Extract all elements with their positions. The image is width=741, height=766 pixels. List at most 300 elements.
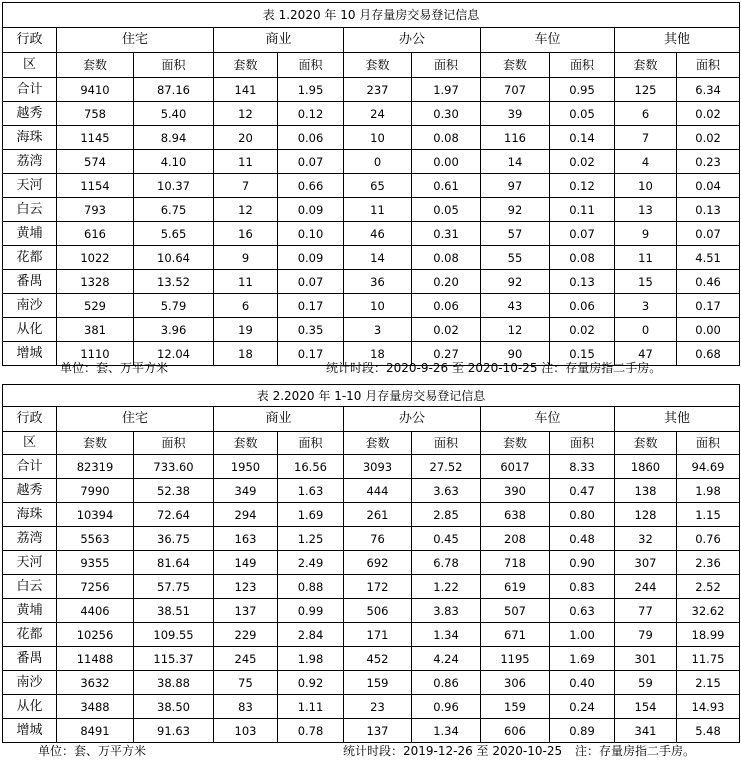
area-cell: 0.17 — [278, 342, 344, 366]
count-cell: 3488 — [57, 695, 134, 719]
table-row — [3, 270, 740, 294]
area-cell: 0.05 — [550, 102, 615, 126]
count-cell: 4406 — [57, 599, 134, 623]
table-row — [3, 527, 740, 551]
area-cell: 0.07 — [677, 222, 740, 246]
table-1 — [2, 2, 740, 366]
count-header: 套数 — [615, 53, 677, 78]
table-1-footer — [2, 359, 739, 381]
area-cell: 0.00 — [412, 150, 481, 174]
area-cell: 1.98 — [278, 647, 344, 671]
area-header: 面积 — [412, 432, 481, 455]
area-cell: 1.34 — [412, 623, 481, 647]
district-cell: 合计 — [3, 455, 57, 479]
category-residential: 住宅 — [57, 28, 214, 53]
area-cell: 10.64 — [134, 246, 214, 270]
area-cell: 3.96 — [134, 318, 214, 342]
table-row — [3, 102, 740, 126]
table-row — [3, 294, 740, 318]
area-cell: 8.94 — [134, 126, 214, 150]
count-cell: 75 — [214, 671, 278, 695]
district-cell: 黄埔 — [3, 222, 57, 246]
count-cell: 245 — [214, 647, 278, 671]
area-cell: 32.62 — [677, 599, 740, 623]
count-cell: 237 — [344, 78, 412, 102]
area-cell: 0.90 — [550, 551, 615, 575]
area-cell: 0.07 — [550, 222, 615, 246]
count-cell: 1195 — [481, 647, 550, 671]
table-row — [3, 599, 740, 623]
count-cell: 261 — [344, 503, 412, 527]
count-cell: 3 — [344, 318, 412, 342]
count-cell: 141 — [214, 78, 278, 102]
district-cell: 番禺 — [3, 270, 57, 294]
area-cell: 1.00 — [550, 623, 615, 647]
district-cell: 荔湾 — [3, 527, 57, 551]
count-cell: 103 — [214, 719, 278, 743]
subheader-row — [3, 432, 740, 455]
category-office: 办公 — [344, 407, 481, 432]
count-cell: 10256 — [57, 623, 134, 647]
area-cell: 0.17 — [677, 294, 740, 318]
area-cell: 38.51 — [134, 599, 214, 623]
area-cell: 2.52 — [677, 575, 740, 599]
count-cell: 137 — [344, 719, 412, 743]
count-cell: 55 — [481, 246, 550, 270]
area-cell: 0.80 — [550, 503, 615, 527]
table-row — [3, 126, 740, 150]
area-cell: 0.40 — [550, 671, 615, 695]
district-cell: 合计 — [3, 78, 57, 102]
area-cell: 0.63 — [550, 599, 615, 623]
area-cell: 0.02 — [412, 318, 481, 342]
count-cell: 758 — [57, 102, 134, 126]
area-cell: 115.37 — [134, 647, 214, 671]
count-cell: 6017 — [481, 455, 550, 479]
table-1-body — [3, 3, 740, 366]
count-cell: 294 — [214, 503, 278, 527]
district-cell: 增城 — [3, 342, 57, 366]
area-cell: 0.08 — [550, 246, 615, 270]
area-cell: 0.09 — [278, 198, 344, 222]
count-cell: 381 — [57, 318, 134, 342]
count-cell: 43 — [481, 294, 550, 318]
area-cell: 12.04 — [134, 342, 214, 366]
district-cell: 海珠 — [3, 126, 57, 150]
area-cell: 0.47 — [550, 479, 615, 503]
area-cell: 14.93 — [677, 695, 740, 719]
area-cell: 38.50 — [134, 695, 214, 719]
count-cell: 154 — [615, 695, 677, 719]
count-cell: 1860 — [615, 455, 677, 479]
count-cell: 23 — [344, 695, 412, 719]
count-cell: 10 — [615, 174, 677, 198]
category-commercial: 商业 — [214, 28, 344, 53]
count-header: 套数 — [214, 53, 278, 78]
table-row — [3, 222, 740, 246]
district-cell: 番禺 — [3, 647, 57, 671]
area-cell: 0.76 — [677, 527, 740, 551]
count-cell: 9 — [214, 246, 278, 270]
count-cell: 208 — [481, 527, 550, 551]
count-cell: 7 — [615, 126, 677, 150]
district-cell: 从化 — [3, 695, 57, 719]
area-cell: 6.78 — [412, 551, 481, 575]
area-cell: 0.86 — [412, 671, 481, 695]
area-cell: 0.09 — [278, 246, 344, 270]
period-note: 统计时段：2020-9-26 至 2020-10-25 注：存量房指二手房。 — [326, 361, 662, 375]
count-cell: 671 — [481, 623, 550, 647]
count-cell: 137 — [214, 599, 278, 623]
area-cell: 1.15 — [677, 503, 740, 527]
count-cell: 171 — [344, 623, 412, 647]
area-header: 面积 — [278, 432, 344, 455]
area-cell: 109.55 — [134, 623, 214, 647]
count-header: 套数 — [214, 432, 278, 455]
count-cell: 9 — [615, 222, 677, 246]
count-cell: 7256 — [57, 575, 134, 599]
category-office: 办公 — [344, 28, 481, 53]
table-2-title: 表 2.2020 年 1-10 月存量房交易登记信息 — [3, 385, 740, 407]
table-row — [3, 479, 740, 503]
table-row — [3, 719, 740, 743]
area-cell: 72.64 — [134, 503, 214, 527]
area-cell: 0.92 — [278, 671, 344, 695]
count-cell: 97 — [481, 174, 550, 198]
count-cell: 3093 — [344, 455, 412, 479]
count-cell: 574 — [57, 150, 134, 174]
count-cell: 125 — [615, 78, 677, 102]
count-cell: 10394 — [57, 503, 134, 527]
count-cell: 128 — [615, 503, 677, 527]
count-cell: 65 — [344, 174, 412, 198]
count-cell: 83 — [214, 695, 278, 719]
area-cell: 81.64 — [134, 551, 214, 575]
district-cell: 海珠 — [3, 503, 57, 527]
count-cell: 452 — [344, 647, 412, 671]
area-cell: 0.96 — [412, 695, 481, 719]
count-cell: 616 — [57, 222, 134, 246]
count-cell: 1022 — [57, 246, 134, 270]
district-cell: 荔湾 — [3, 150, 57, 174]
area-cell: 5.48 — [677, 719, 740, 743]
area-cell: 57.75 — [134, 575, 214, 599]
area-cell: 0.23 — [677, 150, 740, 174]
count-cell: 229 — [214, 623, 278, 647]
count-cell: 20 — [214, 126, 278, 150]
count-cell: 11 — [214, 270, 278, 294]
area-cell: 0.66 — [278, 174, 344, 198]
table-row — [3, 455, 740, 479]
table-row — [3, 647, 740, 671]
area-cell: 0.08 — [412, 126, 481, 150]
district-header-top: 行政 — [3, 407, 57, 432]
count-cell: 77 — [615, 599, 677, 623]
count-cell: 59 — [615, 671, 677, 695]
count-cell: 349 — [214, 479, 278, 503]
area-cell: 8.33 — [550, 455, 615, 479]
area-cell: 0.06 — [412, 294, 481, 318]
area-cell: 0.20 — [412, 270, 481, 294]
area-cell: 0.06 — [550, 294, 615, 318]
area-cell: 5.65 — [134, 222, 214, 246]
area-cell: 3.63 — [412, 479, 481, 503]
area-cell: 2.85 — [412, 503, 481, 527]
area-cell: 0.68 — [677, 342, 740, 366]
area-cell: 1.69 — [278, 503, 344, 527]
count-cell: 14 — [344, 246, 412, 270]
count-cell: 11488 — [57, 647, 134, 671]
count-header: 套数 — [615, 432, 677, 455]
area-cell: 0.24 — [550, 695, 615, 719]
area-cell: 1.25 — [278, 527, 344, 551]
area-cell: 52.38 — [134, 479, 214, 503]
area-cell: 87.16 — [134, 78, 214, 102]
area-cell: 0.13 — [677, 198, 740, 222]
count-cell: 14 — [481, 150, 550, 174]
count-cell: 0 — [615, 318, 677, 342]
count-cell: 57 — [481, 222, 550, 246]
area-cell: 0.02 — [550, 318, 615, 342]
area-cell: 1.97 — [412, 78, 481, 102]
table-row — [3, 78, 740, 102]
table-2-footer — [2, 742, 739, 762]
count-cell: 79 — [615, 623, 677, 647]
count-cell: 718 — [481, 551, 550, 575]
table-row — [3, 246, 740, 270]
area-header: 面积 — [134, 432, 214, 455]
area-cell: 3.83 — [412, 599, 481, 623]
area-cell: 1.11 — [278, 695, 344, 719]
count-cell: 76 — [344, 527, 412, 551]
area-cell: 0.07 — [278, 270, 344, 294]
count-cell: 13 — [615, 198, 677, 222]
count-cell: 90 — [481, 342, 550, 366]
table-row — [3, 150, 740, 174]
area-cell: 0.99 — [278, 599, 344, 623]
count-cell: 0 — [344, 150, 412, 174]
area-cell: 0.13 — [550, 270, 615, 294]
period-note: 统计时段：2019-12-26 至 2020-10-25 — [343, 744, 563, 758]
units-note: 单位：套、万平方米 — [60, 361, 169, 375]
count-cell: 1145 — [57, 126, 134, 150]
area-cell: 0.02 — [550, 150, 615, 174]
count-cell: 12 — [214, 198, 278, 222]
district-cell: 增城 — [3, 719, 57, 743]
area-cell: 0.45 — [412, 527, 481, 551]
district-cell: 越秀 — [3, 479, 57, 503]
category-parking: 车位 — [481, 28, 615, 53]
district-cell: 南沙 — [3, 671, 57, 695]
area-cell: 27.52 — [412, 455, 481, 479]
table-row — [3, 551, 740, 575]
count-cell: 36 — [344, 270, 412, 294]
count-header: 套数 — [57, 432, 134, 455]
area-cell: 0.46 — [677, 270, 740, 294]
count-cell: 172 — [344, 575, 412, 599]
area-cell: 0.17 — [278, 294, 344, 318]
category-commercial: 商业 — [214, 407, 344, 432]
area-cell: 0.61 — [412, 174, 481, 198]
area-cell: 1.69 — [550, 647, 615, 671]
count-cell: 16 — [214, 222, 278, 246]
area-cell: 0.10 — [278, 222, 344, 246]
area-cell: 0.04 — [677, 174, 740, 198]
table-row — [3, 174, 740, 198]
area-cell: 2.49 — [278, 551, 344, 575]
area-cell: 5.79 — [134, 294, 214, 318]
count-cell: 116 — [481, 126, 550, 150]
category-other: 其他 — [615, 28, 740, 53]
count-cell: 149 — [214, 551, 278, 575]
count-header: 套数 — [344, 53, 412, 78]
count-cell: 92 — [481, 198, 550, 222]
count-cell: 11 — [214, 150, 278, 174]
area-cell: 0.31 — [412, 222, 481, 246]
count-cell: 11 — [344, 198, 412, 222]
count-cell: 6 — [615, 102, 677, 126]
district-cell: 白云 — [3, 198, 57, 222]
area-cell: 0.14 — [550, 126, 615, 150]
count-cell: 9355 — [57, 551, 134, 575]
count-cell: 3 — [615, 294, 677, 318]
count-cell: 8491 — [57, 719, 134, 743]
count-cell: 138 — [615, 479, 677, 503]
count-cell: 244 — [615, 575, 677, 599]
table-2 — [2, 384, 740, 743]
area-cell: 94.69 — [677, 455, 740, 479]
count-cell: 3632 — [57, 671, 134, 695]
area-cell: 2.36 — [677, 551, 740, 575]
count-cell: 1950 — [214, 455, 278, 479]
district-cell: 南沙 — [3, 294, 57, 318]
count-cell: 159 — [344, 671, 412, 695]
count-cell: 7 — [214, 174, 278, 198]
area-cell: 2.15 — [677, 671, 740, 695]
area-cell: 91.63 — [134, 719, 214, 743]
count-cell: 18 — [214, 342, 278, 366]
area-cell: 10.37 — [134, 174, 214, 198]
area-cell: 0.02 — [677, 102, 740, 126]
count-cell: 707 — [481, 78, 550, 102]
area-cell: 0.05 — [412, 198, 481, 222]
table-row — [3, 623, 740, 647]
count-cell: 6 — [214, 294, 278, 318]
table-1-title: 表 1.2020 年 10 月存量房交易登记信息 — [3, 3, 740, 28]
district-header-bottom: 区 — [3, 432, 57, 455]
area-header: 面积 — [677, 53, 740, 78]
area-cell: 0.89 — [550, 719, 615, 743]
district-header-top: 行政 — [3, 28, 57, 53]
count-cell: 4 — [615, 150, 677, 174]
subheader-row — [3, 53, 740, 78]
area-cell: 0.00 — [677, 318, 740, 342]
area-header: 面积 — [412, 53, 481, 78]
count-header: 套数 — [481, 432, 550, 455]
count-cell: 10 — [344, 126, 412, 150]
area-header: 面积 — [550, 432, 615, 455]
count-cell: 341 — [615, 719, 677, 743]
count-cell: 5563 — [57, 527, 134, 551]
area-cell: 0.02 — [677, 126, 740, 150]
count-cell: 19 — [214, 318, 278, 342]
district-cell: 花都 — [3, 246, 57, 270]
area-cell: 0.95 — [550, 78, 615, 102]
area-cell: 1.95 — [278, 78, 344, 102]
area-cell: 4.51 — [677, 246, 740, 270]
count-cell: 606 — [481, 719, 550, 743]
table-row — [3, 671, 740, 695]
district-cell: 黄埔 — [3, 599, 57, 623]
area-cell: 0.07 — [278, 150, 344, 174]
district-cell: 白云 — [3, 575, 57, 599]
district-cell: 天河 — [3, 174, 57, 198]
area-cell: 6.34 — [677, 78, 740, 102]
table-row — [3, 198, 740, 222]
district-header-bottom: 区 — [3, 53, 57, 78]
count-cell: 692 — [344, 551, 412, 575]
count-cell: 507 — [481, 599, 550, 623]
area-cell: 13.52 — [134, 270, 214, 294]
area-header: 面积 — [677, 432, 740, 455]
area-cell: 1.34 — [412, 719, 481, 743]
count-cell: 444 — [344, 479, 412, 503]
count-cell: 11 — [615, 246, 677, 270]
category-parking: 车位 — [481, 407, 615, 432]
area-cell: 0.15 — [550, 342, 615, 366]
count-cell: 7990 — [57, 479, 134, 503]
area-cell: 16.56 — [278, 455, 344, 479]
count-cell: 163 — [214, 527, 278, 551]
district-cell: 越秀 — [3, 102, 57, 126]
district-cell: 花都 — [3, 623, 57, 647]
count-cell: 10 — [344, 294, 412, 318]
area-cell: 0.12 — [550, 174, 615, 198]
count-cell: 306 — [481, 671, 550, 695]
area-cell: 1.63 — [278, 479, 344, 503]
area-header: 面积 — [134, 53, 214, 78]
count-cell: 32 — [615, 527, 677, 551]
count-cell: 506 — [344, 599, 412, 623]
count-cell: 9410 — [57, 78, 134, 102]
count-cell: 793 — [57, 198, 134, 222]
area-header: 面积 — [278, 53, 344, 78]
count-cell: 390 — [481, 479, 550, 503]
area-cell: 18.99 — [677, 623, 740, 647]
count-header: 套数 — [481, 53, 550, 78]
area-cell: 0.12 — [278, 102, 344, 126]
count-cell: 123 — [214, 575, 278, 599]
area-cell: 1.22 — [412, 575, 481, 599]
area-cell: 0.88 — [278, 575, 344, 599]
area-cell: 38.88 — [134, 671, 214, 695]
district-cell: 从化 — [3, 318, 57, 342]
table-row — [3, 575, 740, 599]
area-cell: 0.06 — [278, 126, 344, 150]
area-cell: 0.11 — [550, 198, 615, 222]
area-cell: 0.27 — [412, 342, 481, 366]
count-cell: 46 — [344, 222, 412, 246]
count-cell: 1154 — [57, 174, 134, 198]
count-cell: 92 — [481, 270, 550, 294]
count-cell: 1328 — [57, 270, 134, 294]
table-row — [3, 503, 740, 527]
area-cell: 1.98 — [677, 479, 740, 503]
count-cell: 12 — [214, 102, 278, 126]
count-cell: 307 — [615, 551, 677, 575]
table-row — [3, 695, 740, 719]
area-cell: 0.35 — [278, 318, 344, 342]
